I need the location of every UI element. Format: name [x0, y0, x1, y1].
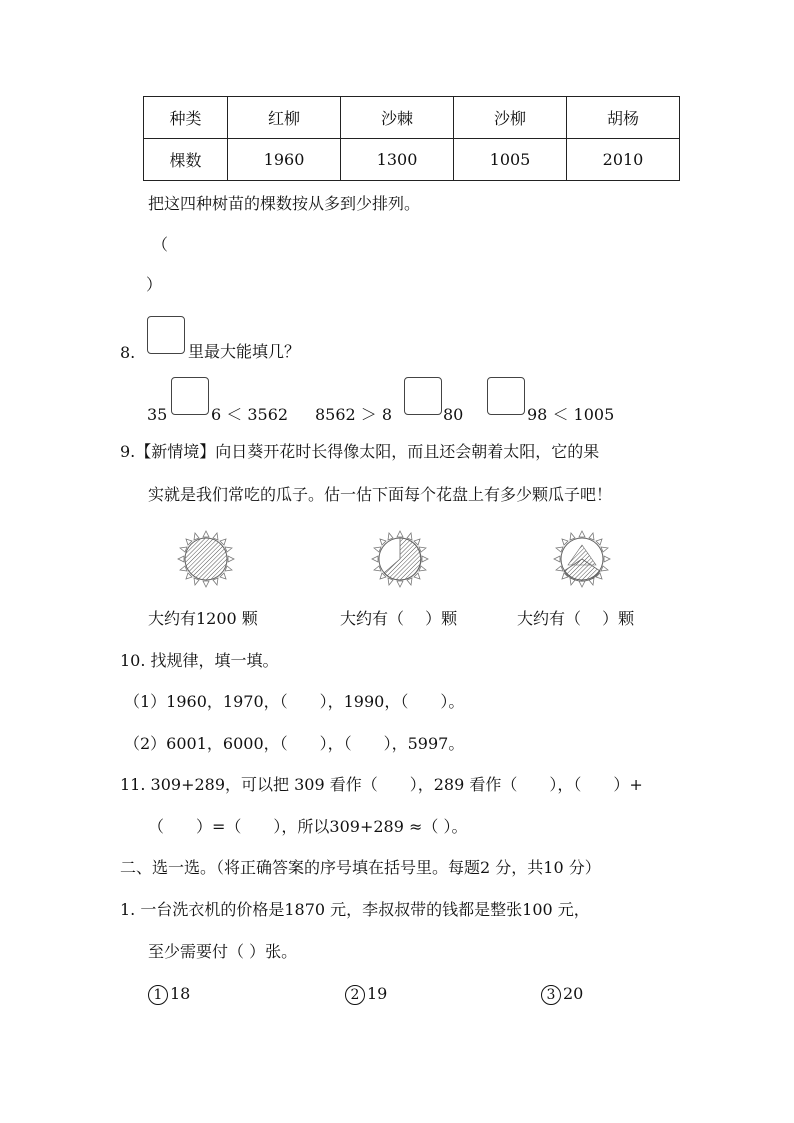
table-cell: 2010	[567, 139, 680, 181]
q8-expr1-left: 35	[147, 405, 168, 424]
q10-line2: （2）6001，6000，（ ），（ ），5997。	[124, 734, 465, 753]
table-cell: 1005	[454, 139, 567, 181]
q11-line2: （ ）=（ ），所以309+289 ≈（ ）。	[148, 817, 468, 836]
q8-blank-1[interactable]	[171, 377, 209, 415]
q8-expr2-left: 8562 ＞ 8	[315, 405, 393, 424]
q9-line2: 实就是我们常吃的瓜子。估一估下面每个花盘上有多少颗瓜子吧！	[148, 485, 613, 504]
sunflower-full-icon	[176, 529, 236, 589]
q9-label-3: 大约有（ ）颗	[517, 609, 635, 628]
sunflower-partial-icon	[370, 529, 430, 589]
q8-number: 8.	[120, 343, 136, 362]
q8-blank-3[interactable]	[487, 377, 525, 415]
q11-line1: 11. 309+289，可以把 309 看作（ ），289 看作（ ），（ ）+	[120, 775, 643, 794]
table-cell: 棵数	[144, 139, 228, 181]
table-cell: 红柳	[228, 97, 341, 139]
table-cell: 沙棘	[341, 97, 454, 139]
q10-line1: （1）1960，1970，（ ），1990，（ ）。	[124, 692, 465, 711]
q7-answer-open[interactable]: （	[152, 235, 169, 254]
choice1-option-3[interactable]	[541, 984, 583, 1005]
choice1-option-2[interactable]	[345, 984, 387, 1005]
q8-expr1-right: 6 ＜ 3562	[211, 405, 289, 424]
q8-question: 里最大能填几？	[188, 342, 301, 361]
q8-example-box	[147, 316, 185, 354]
sunflower-slice-icon	[552, 529, 612, 589]
option-number-circle: 2	[345, 985, 365, 1005]
q10-title: 10. 找规律，填一填。	[120, 651, 279, 670]
section2-title: 二、选一选。（将正确答案的序号填在括号里。每题2 分，共10 分）	[120, 858, 601, 877]
choice1-line2: 至少需要付（ ）张。	[148, 942, 298, 961]
tree-count-table	[143, 96, 680, 181]
table-cell: 1960	[228, 139, 341, 181]
table-row	[144, 139, 680, 181]
option-number-circle: 3	[541, 985, 561, 1005]
q7-answer-close: ）	[146, 275, 163, 294]
q8-blank-2[interactable]	[404, 377, 442, 415]
q9-label-2: 大约有（ ）颗	[340, 609, 458, 628]
option-value: 18	[170, 984, 191, 1003]
q8-expr3-right: 98 ＜ 1005	[527, 405, 615, 424]
table-cell: 沙柳	[454, 97, 567, 139]
q8-expr2-right: 80	[443, 405, 464, 424]
choice1-line1: 1. 一台洗衣机的价格是1870 元，李叔叔带的钱都是整张100 元，	[120, 900, 590, 919]
table-row	[144, 97, 680, 139]
option-value: 19	[367, 984, 388, 1003]
q7-instruction: 把这四种树苗的棵数按从多到少排列。	[148, 194, 421, 213]
table-cell: 胡杨	[567, 97, 680, 139]
option-value: 20	[563, 984, 584, 1003]
option-number-circle: 1	[148, 985, 168, 1005]
table-cell: 种类	[144, 97, 228, 139]
q9-label-1: 大约有1200 颗	[148, 609, 258, 628]
choice1-option-1[interactable]	[148, 984, 190, 1005]
q9-line1: 9.【新情境】向日葵开花时长得像太阳，而且还会朝着太阳，它的果	[120, 442, 600, 461]
table-cell: 1300	[341, 139, 454, 181]
